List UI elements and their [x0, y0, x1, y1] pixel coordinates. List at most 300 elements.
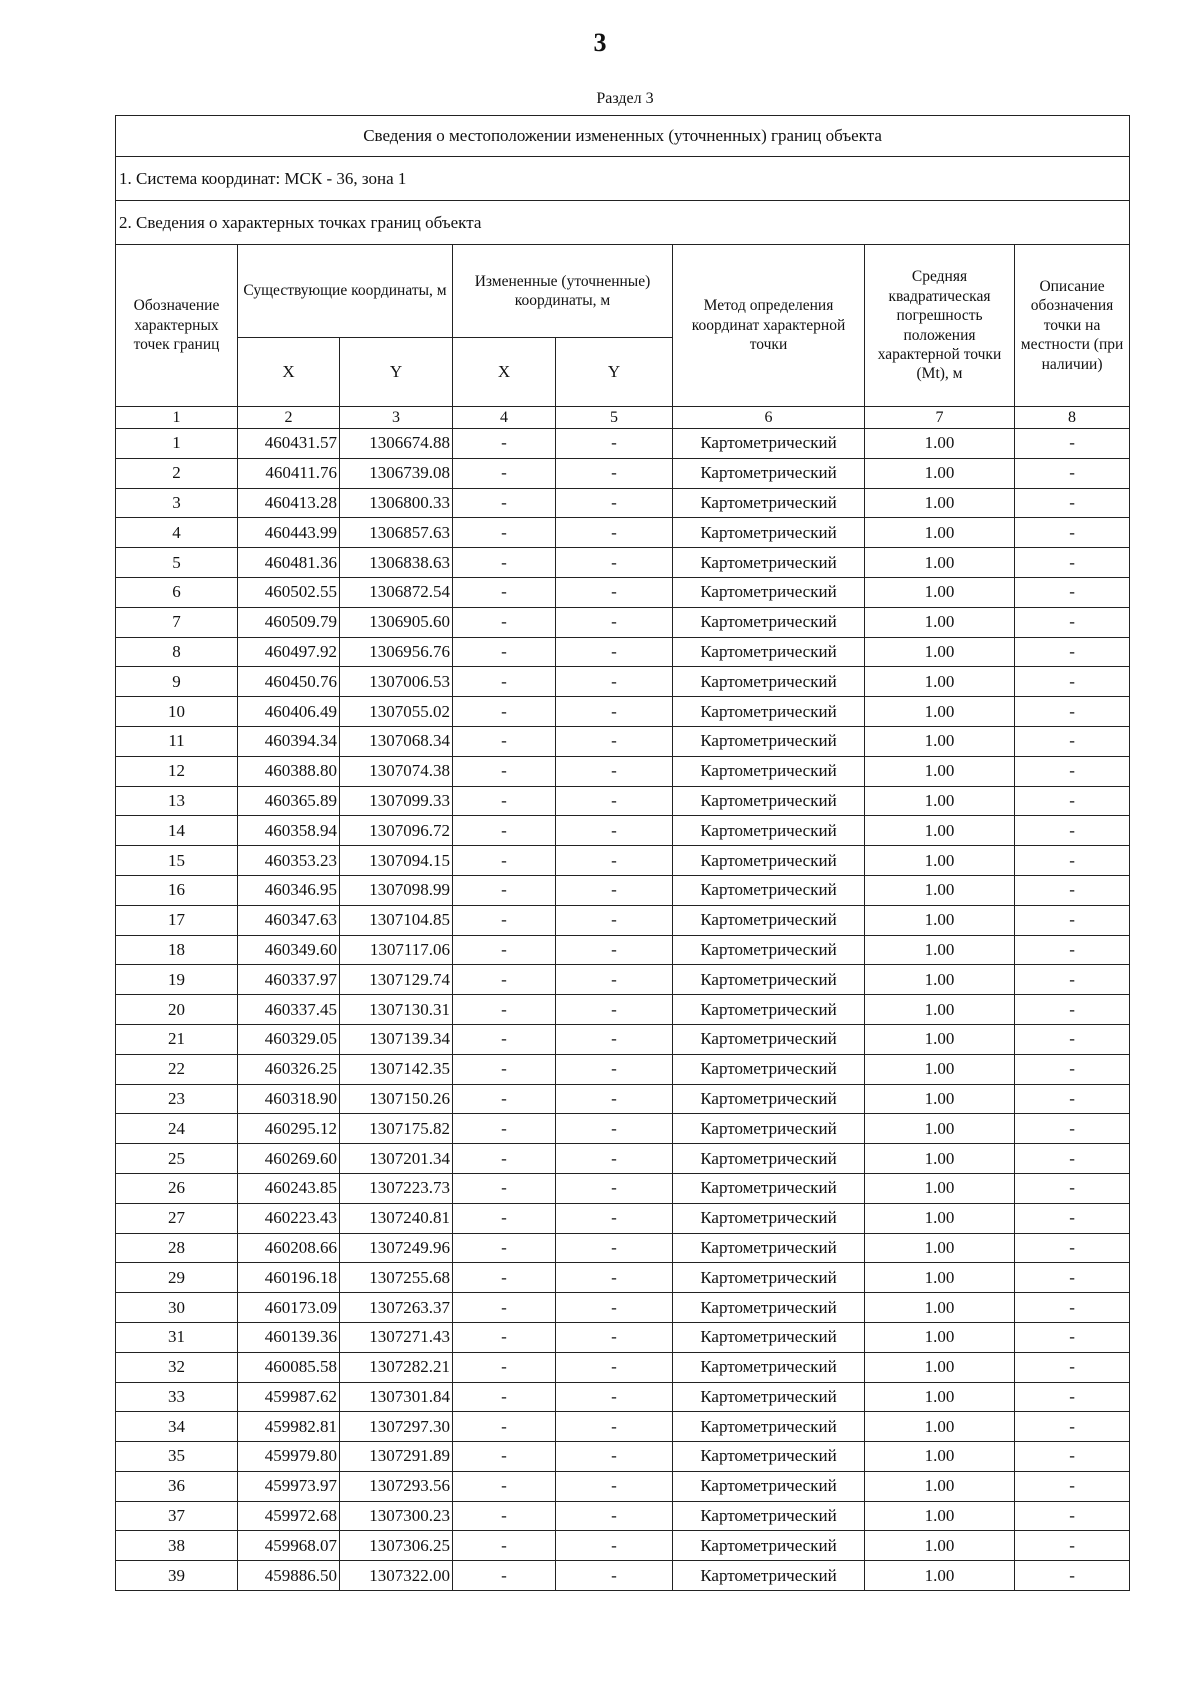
existing-y-cell: 1307096.72	[340, 816, 453, 846]
method-cell: Картометрический	[673, 1501, 865, 1531]
method-cell: Картометрический	[673, 1352, 865, 1382]
changed-y-cell: -	[556, 1054, 673, 1084]
boundary-points-table	[115, 115, 1130, 1591]
existing-y-cell: 1307139.34	[340, 1024, 453, 1054]
changed-x-cell: -	[453, 488, 556, 518]
method-cell: Картометрический	[673, 637, 865, 667]
point-number-cell: 1	[116, 429, 238, 459]
error-cell: 1.00	[865, 965, 1015, 995]
method-cell: Картометрический	[673, 935, 865, 965]
changed-y-cell: -	[556, 458, 673, 488]
method-cell: Картометрический	[673, 429, 865, 459]
point-number-cell: 21	[116, 1024, 238, 1054]
existing-x-cell: 459886.50	[238, 1561, 340, 1591]
changed-x-cell: -	[453, 1024, 556, 1054]
error-cell: 1.00	[865, 697, 1015, 727]
point-number-cell: 34	[116, 1412, 238, 1442]
existing-y-cell: 1306800.33	[340, 488, 453, 518]
table-row	[116, 1442, 1130, 1472]
changed-y-cell: -	[556, 1084, 673, 1114]
point-number-cell: 24	[116, 1114, 238, 1144]
method-cell: Картометрический	[673, 1442, 865, 1472]
changed-y-cell: -	[556, 1114, 673, 1144]
table-row	[116, 1024, 1130, 1054]
table-row	[116, 1322, 1130, 1352]
existing-y-cell: 1307255.68	[340, 1263, 453, 1293]
existing-y-cell: 1307301.84	[340, 1382, 453, 1412]
table-row	[116, 875, 1130, 905]
error-cell: 1.00	[865, 1263, 1015, 1293]
error-cell: 1.00	[865, 548, 1015, 578]
description-cell: -	[1015, 1382, 1130, 1412]
error-cell: 1.00	[865, 726, 1015, 756]
method-cell: Картометрический	[673, 518, 865, 548]
error-cell: 1.00	[865, 667, 1015, 697]
existing-x-cell: 459972.68	[238, 1501, 340, 1531]
existing-x-cell: 460223.43	[238, 1203, 340, 1233]
point-number-cell: 13	[116, 786, 238, 816]
method-cell: Картометрический	[673, 667, 865, 697]
existing-y-cell: 1307117.06	[340, 935, 453, 965]
method-cell: Картометрический	[673, 548, 865, 578]
existing-x-cell: 460406.49	[238, 697, 340, 727]
table-row	[116, 1114, 1130, 1144]
table-row	[116, 637, 1130, 667]
existing-x-cell: 459968.07	[238, 1531, 340, 1561]
error-cell: 1.00	[865, 1561, 1015, 1591]
existing-x-cell: 460443.99	[238, 518, 340, 548]
point-number-cell: 29	[116, 1263, 238, 1293]
header-error: Средняя квадратическая погрешность положения характерной точки (Mt), м	[865, 245, 1015, 407]
changed-x-cell: -	[453, 816, 556, 846]
point-number-cell: 38	[116, 1531, 238, 1561]
existing-x-cell: 460349.60	[238, 935, 340, 965]
changed-y-cell: -	[556, 995, 673, 1025]
point-number-cell: 39	[116, 1561, 238, 1591]
point-number-cell: 6	[116, 577, 238, 607]
changed-y-cell: -	[556, 786, 673, 816]
changed-x-cell: -	[453, 1263, 556, 1293]
method-cell: Картометрический	[673, 1561, 865, 1591]
existing-x-cell: 460337.45	[238, 995, 340, 1025]
existing-y-cell: 1307068.34	[340, 726, 453, 756]
description-cell: -	[1015, 1561, 1130, 1591]
changed-y-cell: -	[556, 1203, 673, 1233]
error-cell: 1.00	[865, 1084, 1015, 1114]
table-row	[116, 548, 1130, 578]
changed-y-cell: -	[556, 756, 673, 786]
error-cell: 1.00	[865, 1531, 1015, 1561]
existing-y-cell: 1307263.37	[340, 1293, 453, 1323]
point-number-cell: 22	[116, 1054, 238, 1084]
changed-x-cell: -	[453, 429, 556, 459]
point-number-cell: 33	[116, 1382, 238, 1412]
table-row	[116, 786, 1130, 816]
changed-y-cell: -	[556, 905, 673, 935]
existing-y-cell: 1307130.31	[340, 995, 453, 1025]
table-row	[116, 518, 1130, 548]
description-cell: -	[1015, 637, 1130, 667]
existing-x-cell: 460394.34	[238, 726, 340, 756]
error-cell: 1.00	[865, 756, 1015, 786]
existing-y-cell: 1307006.53	[340, 667, 453, 697]
description-cell: -	[1015, 995, 1130, 1025]
changed-y-cell: -	[556, 667, 673, 697]
error-cell: 1.00	[865, 458, 1015, 488]
description-cell: -	[1015, 905, 1130, 935]
table-row	[116, 577, 1130, 607]
changed-x-cell: -	[453, 1382, 556, 1412]
changed-y-cell: -	[556, 607, 673, 637]
method-cell: Картометрический	[673, 1173, 865, 1203]
error-cell: 1.00	[865, 1352, 1015, 1382]
error-cell: 1.00	[865, 786, 1015, 816]
changed-y-cell: -	[556, 1352, 673, 1382]
point-number-cell: 26	[116, 1173, 238, 1203]
error-cell: 1.00	[865, 488, 1015, 518]
table-row	[116, 1144, 1130, 1174]
column-number: 6	[673, 407, 865, 429]
point-number-cell: 28	[116, 1233, 238, 1263]
description-cell: -	[1015, 1233, 1130, 1263]
coord-system: 1. Система координат: МСК - 36, зона 1	[116, 157, 1130, 201]
existing-x-cell: 460318.90	[238, 1084, 340, 1114]
error-cell: 1.00	[865, 1412, 1015, 1442]
description-cell: -	[1015, 1293, 1130, 1323]
existing-x-cell: 460497.92	[238, 637, 340, 667]
error-cell: 1.00	[865, 1501, 1015, 1531]
description-cell: -	[1015, 1263, 1130, 1293]
changed-y-cell: -	[556, 726, 673, 756]
changed-y-cell: -	[556, 697, 673, 727]
existing-y-cell: 1307099.33	[340, 786, 453, 816]
changed-y-cell: -	[556, 816, 673, 846]
changed-x-cell: -	[453, 607, 556, 637]
point-number-cell: 37	[116, 1501, 238, 1531]
existing-y-cell: 1307201.34	[340, 1144, 453, 1174]
method-cell: Картометрический	[673, 1382, 865, 1412]
changed-x-cell: -	[453, 1233, 556, 1263]
table-row	[116, 1173, 1130, 1203]
method-cell: Картометрический	[673, 726, 865, 756]
error-cell: 1.00	[865, 1442, 1015, 1472]
description-cell: -	[1015, 1203, 1130, 1233]
changed-x-cell: -	[453, 756, 556, 786]
existing-x-cell: 460243.85	[238, 1173, 340, 1203]
table-row	[116, 1382, 1130, 1412]
existing-x-cell: 459973.97	[238, 1471, 340, 1501]
error-cell: 1.00	[865, 935, 1015, 965]
changed-x-cell: -	[453, 1412, 556, 1442]
point-number-cell: 3	[116, 488, 238, 518]
method-cell: Картометрический	[673, 905, 865, 935]
description-cell: -	[1015, 697, 1130, 727]
changed-x-cell: -	[453, 965, 556, 995]
header-changed-y: Y	[556, 338, 673, 407]
header-existing-y: Y	[340, 338, 453, 407]
error-cell: 1.00	[865, 1382, 1015, 1412]
header-description: Описание обозначения точки на местности (при наличии)	[1015, 245, 1130, 407]
existing-x-cell: 460450.76	[238, 667, 340, 697]
error-cell: 1.00	[865, 816, 1015, 846]
method-cell: Картометрический	[673, 458, 865, 488]
description-cell: -	[1015, 875, 1130, 905]
description-cell: -	[1015, 1054, 1130, 1084]
changed-y-cell: -	[556, 488, 673, 518]
table-row	[116, 1561, 1130, 1591]
method-cell: Картометрический	[673, 1531, 865, 1561]
error-cell: 1.00	[865, 1233, 1015, 1263]
point-number-cell: 8	[116, 637, 238, 667]
changed-y-cell: -	[556, 1442, 673, 1472]
existing-y-cell: 1307129.74	[340, 965, 453, 995]
description-cell: -	[1015, 1024, 1130, 1054]
point-number-cell: 15	[116, 846, 238, 876]
method-cell: Картометрический	[673, 1412, 865, 1442]
changed-y-cell: -	[556, 1173, 673, 1203]
existing-y-cell: 1307322.00	[340, 1561, 453, 1591]
point-number-cell: 2	[116, 458, 238, 488]
error-cell: 1.00	[865, 1471, 1015, 1501]
page-number: 3	[593, 28, 607, 57]
method-cell: Картометрический	[673, 965, 865, 995]
error-cell: 1.00	[865, 995, 1015, 1025]
table-row	[116, 1084, 1130, 1114]
changed-x-cell: -	[453, 1531, 556, 1561]
changed-x-cell: -	[453, 697, 556, 727]
changed-y-cell: -	[556, 1233, 673, 1263]
point-number-cell: 11	[116, 726, 238, 756]
table-row	[116, 726, 1130, 756]
existing-x-cell: 460411.76	[238, 458, 340, 488]
error-cell: 1.00	[865, 1114, 1015, 1144]
existing-x-cell: 460085.58	[238, 1352, 340, 1382]
method-cell: Картометрический	[673, 697, 865, 727]
existing-x-cell: 460413.28	[238, 488, 340, 518]
existing-x-cell: 460365.89	[238, 786, 340, 816]
column-number: 8	[1015, 407, 1130, 429]
existing-x-cell: 460196.18	[238, 1263, 340, 1293]
description-cell: -	[1015, 1501, 1130, 1531]
changed-y-cell: -	[556, 1322, 673, 1352]
table-row	[116, 1471, 1130, 1501]
header-method: Метод определения координат характерной точки	[673, 245, 865, 407]
existing-y-cell: 1307240.81	[340, 1203, 453, 1233]
column-number: 3	[340, 407, 453, 429]
column-number: 7	[865, 407, 1015, 429]
method-cell: Картометрический	[673, 1293, 865, 1323]
changed-x-cell: -	[453, 1054, 556, 1084]
table-row	[116, 1501, 1130, 1531]
changed-y-cell: -	[556, 1471, 673, 1501]
existing-y-cell: 1307104.85	[340, 905, 453, 935]
table-row	[116, 697, 1130, 727]
existing-y-cell: 1307098.99	[340, 875, 453, 905]
method-cell: Картометрический	[673, 756, 865, 786]
changed-x-cell: -	[453, 548, 556, 578]
description-cell: -	[1015, 1442, 1130, 1472]
point-number-cell: 12	[116, 756, 238, 786]
changed-y-cell: -	[556, 1024, 673, 1054]
description-cell: -	[1015, 816, 1130, 846]
description-cell: -	[1015, 756, 1130, 786]
method-cell: Картометрический	[673, 1054, 865, 1084]
description-cell: -	[1015, 846, 1130, 876]
point-number-cell: 31	[116, 1322, 238, 1352]
changed-y-cell: -	[556, 1501, 673, 1531]
existing-x-cell: 460329.05	[238, 1024, 340, 1054]
header-existing-x: X	[238, 338, 340, 407]
existing-y-cell: 1306674.88	[340, 429, 453, 459]
point-number-cell: 32	[116, 1352, 238, 1382]
changed-x-cell: -	[453, 1173, 556, 1203]
existing-y-cell: 1306956.76	[340, 637, 453, 667]
method-cell: Картометрический	[673, 846, 865, 876]
error-cell: 1.00	[865, 518, 1015, 548]
table-title: Сведения о местоположении измененных (уточненных) границ объекта	[116, 116, 1130, 157]
column-number: 4	[453, 407, 556, 429]
method-cell: Картометрический	[673, 875, 865, 905]
changed-x-cell: -	[453, 458, 556, 488]
existing-x-cell: 460502.55	[238, 577, 340, 607]
table-row	[116, 1203, 1130, 1233]
table-row	[116, 756, 1130, 786]
existing-x-cell: 460208.66	[238, 1233, 340, 1263]
error-cell: 1.00	[865, 607, 1015, 637]
changed-x-cell: -	[453, 518, 556, 548]
description-cell: -	[1015, 935, 1130, 965]
existing-x-cell: 460326.25	[238, 1054, 340, 1084]
changed-y-cell: -	[556, 875, 673, 905]
header-changed-coords: Измененные (уточненные) координаты, м	[453, 245, 673, 338]
existing-y-cell: 1307150.26	[340, 1084, 453, 1114]
description-cell: -	[1015, 786, 1130, 816]
changed-x-cell: -	[453, 1293, 556, 1323]
description-cell: -	[1015, 518, 1130, 548]
changed-x-cell: -	[453, 1501, 556, 1531]
changed-x-cell: -	[453, 1114, 556, 1144]
method-cell: Картометрический	[673, 816, 865, 846]
description-cell: -	[1015, 429, 1130, 459]
existing-y-cell: 1307293.56	[340, 1471, 453, 1501]
points-heading: 2. Сведения о характерных точках границ объекта	[116, 201, 1130, 245]
table-row	[116, 1293, 1130, 1323]
table-row	[116, 935, 1130, 965]
method-cell: Картометрический	[673, 1233, 865, 1263]
existing-x-cell: 459979.80	[238, 1442, 340, 1472]
point-number-cell: 25	[116, 1144, 238, 1174]
existing-x-cell: 460347.63	[238, 905, 340, 935]
existing-y-cell: 1306739.08	[340, 458, 453, 488]
point-number-cell: 27	[116, 1203, 238, 1233]
changed-x-cell: -	[453, 875, 556, 905]
changed-x-cell: -	[453, 577, 556, 607]
point-number-cell: 7	[116, 607, 238, 637]
existing-x-cell: 460346.95	[238, 875, 340, 905]
description-cell: -	[1015, 1114, 1130, 1144]
existing-y-cell: 1306857.63	[340, 518, 453, 548]
description-cell: -	[1015, 1173, 1130, 1203]
description-cell: -	[1015, 965, 1130, 995]
table-row	[116, 1352, 1130, 1382]
header-existing-coords: Существующие координаты, м	[238, 245, 453, 338]
description-cell: -	[1015, 667, 1130, 697]
changed-x-cell: -	[453, 1471, 556, 1501]
existing-y-cell: 1307074.38	[340, 756, 453, 786]
table-row	[116, 488, 1130, 518]
method-cell: Картометрический	[673, 1114, 865, 1144]
description-cell: -	[1015, 1531, 1130, 1561]
error-cell: 1.00	[865, 577, 1015, 607]
changed-x-cell: -	[453, 786, 556, 816]
existing-x-cell: 460481.36	[238, 548, 340, 578]
table-row	[116, 995, 1130, 1025]
method-cell: Картометрический	[673, 995, 865, 1025]
description-cell: -	[1015, 1084, 1130, 1114]
point-number-cell: 4	[116, 518, 238, 548]
changed-y-cell: -	[556, 965, 673, 995]
description-cell: -	[1015, 458, 1130, 488]
description-cell: -	[1015, 548, 1130, 578]
method-cell: Картометрический	[673, 786, 865, 816]
existing-x-cell: 460139.36	[238, 1322, 340, 1352]
changed-y-cell: -	[556, 935, 673, 965]
error-cell: 1.00	[865, 905, 1015, 935]
error-cell: 1.00	[865, 1054, 1015, 1084]
description-cell: -	[1015, 577, 1130, 607]
existing-x-cell: 460358.94	[238, 816, 340, 846]
table-row	[116, 1263, 1130, 1293]
method-cell: Картометрический	[673, 1263, 865, 1293]
existing-y-cell: 1307306.25	[340, 1531, 453, 1561]
error-cell: 1.00	[865, 875, 1015, 905]
table-row	[116, 429, 1130, 459]
header-changed-x: X	[453, 338, 556, 407]
existing-x-cell: 460295.12	[238, 1114, 340, 1144]
point-number-cell: 30	[116, 1293, 238, 1323]
section-label: Раздел 3	[596, 90, 654, 107]
error-cell: 1.00	[865, 1322, 1015, 1352]
point-number-cell: 5	[116, 548, 238, 578]
description-cell: -	[1015, 1322, 1130, 1352]
method-cell: Картометрический	[673, 1024, 865, 1054]
existing-y-cell: 1307249.96	[340, 1233, 453, 1263]
changed-x-cell: -	[453, 637, 556, 667]
point-number-cell: 35	[116, 1442, 238, 1472]
method-cell: Картометрический	[673, 1144, 865, 1174]
point-number-cell: 9	[116, 667, 238, 697]
column-number: 5	[556, 407, 673, 429]
point-number-cell: 23	[116, 1084, 238, 1114]
point-number-cell: 16	[116, 875, 238, 905]
table-row	[116, 905, 1130, 935]
existing-x-cell: 460431.57	[238, 429, 340, 459]
changed-x-cell: -	[453, 1084, 556, 1114]
changed-x-cell: -	[453, 1561, 556, 1591]
error-cell: 1.00	[865, 429, 1015, 459]
existing-y-cell: 1307282.21	[340, 1352, 453, 1382]
point-number-cell: 14	[116, 816, 238, 846]
error-cell: 1.00	[865, 1173, 1015, 1203]
point-number-cell: 36	[116, 1471, 238, 1501]
table-row	[116, 458, 1130, 488]
existing-y-cell: 1306872.54	[340, 577, 453, 607]
column-number: 1	[116, 407, 238, 429]
method-cell: Картометрический	[673, 488, 865, 518]
existing-y-cell: 1307094.15	[340, 846, 453, 876]
changed-x-cell: -	[453, 1442, 556, 1472]
existing-y-cell: 1307142.35	[340, 1054, 453, 1084]
